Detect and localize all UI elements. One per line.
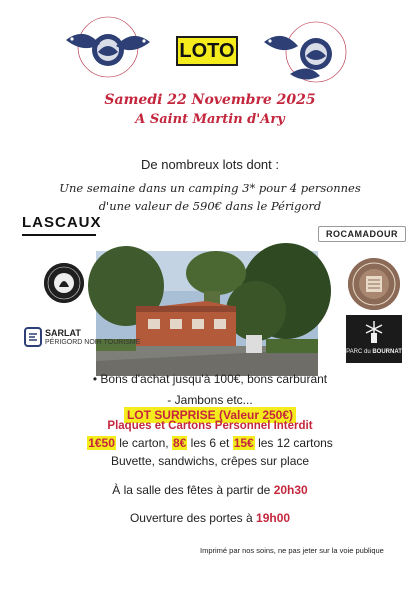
loto-title: LOTO [176, 36, 238, 66]
pole-international-logo [44, 263, 84, 303]
jambons-text: Jambons etc... [174, 393, 253, 407]
buvette: Buvette, sandwichs, crêpes sur place [110, 454, 310, 468]
salle-des-fetes [0, 483, 420, 497]
event-place: A Saint Martin d'Ary [135, 112, 285, 127]
sarlat-name: SARLAT [45, 328, 81, 338]
plaques-cartons: Plaques et Cartons Personnel Interdit [107, 420, 313, 432]
parc-du-bournat-logo [346, 315, 402, 363]
lascaux-logo: LASCAUX [22, 214, 102, 231]
lascaux-underline [22, 234, 96, 236]
rocamadour-seal [348, 258, 400, 310]
lot-surprise: LOT SURPRISE (Valeur 250€) [124, 407, 296, 423]
sarlat-subtitle: PÉRIGORD NOIR TOURISME [45, 339, 141, 346]
event-date: Samedi 22 Novembre 2025 [104, 92, 316, 108]
campsite-photo [96, 251, 318, 376]
right-club-logo [262, 16, 354, 86]
fish-bottom-icon [290, 68, 320, 79]
salle-text: À la salle des fêtes à partir de [112, 483, 271, 497]
price-2-text: les 6 et [190, 436, 230, 450]
left-club-logo [62, 12, 154, 82]
ouverture-time: 19h00 [256, 511, 291, 525]
rocamadour-logo: ROCAMADOUR [318, 226, 406, 242]
price-1: 1€50 [88, 436, 115, 450]
bons-achat: • Bons d'achat jusqu'à 100€, bons carburant [92, 372, 328, 386]
fish-left-icon [66, 34, 100, 48]
lots-intro: De nombreux lots dont : [140, 157, 280, 172]
fish-left-icon [264, 36, 298, 50]
sarlat-logo [24, 325, 141, 355]
ouverture-portes [0, 511, 420, 525]
fish-right-icon [116, 36, 150, 50]
price-3-text: les 12 cartons [258, 436, 333, 450]
dournat-line2: BOURNAT [372, 349, 402, 355]
jambons: - Jambons etc... [167, 393, 253, 407]
camping-line-2: d'une valeur de 590€ dans le Périgord [98, 199, 322, 213]
ouverture-text: Ouverture des portes à [129, 511, 253, 525]
salle-time: 20h30 [273, 483, 308, 497]
price-1-text: le carton, [119, 436, 169, 450]
dournat-line1: PARC du [346, 349, 371, 355]
imprime-notice: Imprimé par nos soins, ne pas jeter sur la voie publique [200, 546, 384, 555]
camping-line-1: Une semaine dans un camping 3* pour 4 personnes [59, 181, 361, 195]
price-2: 8€ [172, 436, 187, 450]
carton-prices [0, 436, 420, 450]
windmill-icon [346, 315, 402, 345]
bons-text: Bons d'achat jusqu'à 100€, bons carburant [100, 372, 328, 386]
price-3: 15€ [233, 436, 254, 450]
